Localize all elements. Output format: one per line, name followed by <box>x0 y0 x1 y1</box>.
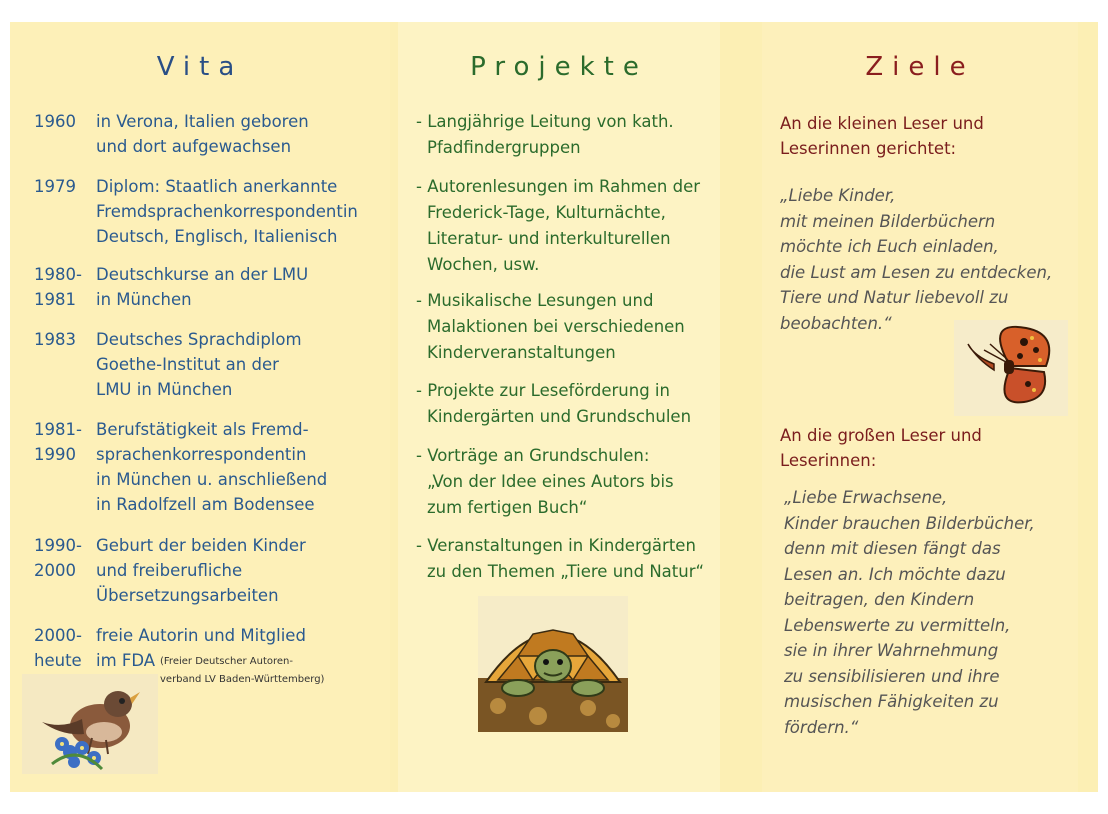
vita-line: in Radolfzell am Bodensee <box>96 495 315 514</box>
ziele-heading: Ziele <box>865 52 975 82</box>
projekt-line: zu den Themen „Tiere und Natur“ <box>427 562 705 581</box>
projekt-line: Malaktionen bei verschiedenen <box>427 317 685 336</box>
vita-line: Geburt der beiden Kinder <box>96 536 306 555</box>
fda-note-line: verband LV Baden-Württemberg) <box>160 674 325 685</box>
adults-quote-line: „Liebe Erwachsene, <box>784 488 948 507</box>
vita-line: Deutsches Sprachdiplom <box>96 330 302 349</box>
projekt-line: Pfadfindergruppen <box>427 138 581 157</box>
kids-intro <box>780 111 984 161</box>
vita-line: sprachenkorrespondentin <box>96 445 307 464</box>
adults-quote-line: Kinder brauchen Bilderbücher, <box>784 513 1035 533</box>
adults-intro-line: Leserinnen: <box>780 451 877 470</box>
adults-quote-line: Lesen an. Ich möchte dazu <box>784 564 1006 584</box>
vita-line: Deutsch, Englisch, Italienisch <box>96 227 338 246</box>
projekt-line: Wochen, usw. <box>427 255 540 274</box>
vita-line: Berufstätigkeit als Fremd- <box>96 420 309 439</box>
vita-line: Goethe-Institut an der <box>96 355 279 374</box>
kids-intro-line: An die kleinen Leser und <box>780 114 984 133</box>
projekte-heading: Projekte <box>470 52 648 82</box>
brochure-sheet <box>10 22 1098 792</box>
kids-quote-line: Tiere und Natur liebevoll zu <box>780 288 1009 307</box>
vita-year: 1990 <box>34 445 76 464</box>
vita-line: in München u. anschließend <box>96 470 328 489</box>
projekt-line: - Vorträge an Grundschulen: <box>416 446 650 465</box>
projekt-item <box>416 378 691 430</box>
projekt-line: zum fertigen Buch“ <box>427 498 588 517</box>
fda-note <box>160 653 324 689</box>
vita-year: heute <box>34 651 82 670</box>
projekt-item <box>416 174 700 278</box>
vita-year: 2000 <box>34 561 76 580</box>
projekt-item <box>416 443 674 521</box>
adults-quote-line: beitragen, den Kindern <box>784 590 975 609</box>
kids-quote <box>780 183 1052 336</box>
vita-year: 1983 <box>34 330 76 349</box>
projekt-item <box>416 109 674 161</box>
vita-year: 2000- <box>34 626 82 645</box>
adults-quote-line: sie in ihrer Wahrnehmung <box>784 641 999 660</box>
kids-quote-line: „Liebe Kinder, <box>780 186 896 205</box>
projekte-column <box>398 22 720 792</box>
kids-quote-line: möchte ich Euch einladen, <box>780 237 999 256</box>
vita-column <box>10 22 390 792</box>
vita-line: in Verona, Italien geboren <box>96 112 309 131</box>
vita-year: 1990- <box>34 536 82 555</box>
vita-year: 1979 <box>34 177 76 196</box>
projekt-line: Literatur- und interkulturellen <box>427 229 671 248</box>
bird-icon <box>22 674 158 774</box>
adults-quote <box>784 485 1035 740</box>
projekt-line: „Von der Idee eines Autors bis <box>427 472 674 491</box>
vita-year: 1980- <box>34 265 82 284</box>
projekt-line: - Veranstaltungen in Kindergärten <box>416 536 696 555</box>
vita-line: Deutschkurse an der LMU <box>96 265 309 284</box>
fda-note-line: (Freier Deutscher Autoren- <box>160 656 293 667</box>
projekt-line: Kindergärten und Grundschulen <box>427 407 692 426</box>
projekt-item <box>416 533 704 585</box>
vita-line: und dort aufgewachsen <box>96 137 292 156</box>
butterfly-icon <box>954 320 1068 416</box>
kids-intro-line: Leserinnen gerichtet: <box>780 139 957 158</box>
vita-line: Diplom: Staatlich anerkannte <box>96 177 338 196</box>
vita-line: und freiberufliche <box>96 561 243 580</box>
projekt-line: - Projekte zur Leseförderung in <box>416 381 670 400</box>
adults-quote-line: musischen Fähigkeiten zu <box>784 692 999 711</box>
vita-line: Übersetzungsarbeiten <box>96 586 279 605</box>
vita-year: 1981- <box>34 420 82 439</box>
vita-year: 1981 <box>34 290 76 309</box>
adults-quote-line: denn mit diesen fängt das <box>784 539 1001 558</box>
kids-quote-line: beobachten.“ <box>780 313 892 333</box>
adults-quote-line: fördern.“ <box>784 717 859 737</box>
adults-intro-line: An die großen Leser und <box>780 426 982 445</box>
vita-line: LMU in München <box>96 380 233 399</box>
projekt-line: - Musikalische Lesungen und <box>416 291 654 310</box>
projekt-line: Kinderveranstaltungen <box>427 343 616 362</box>
adults-quote-line: zu sensibilisieren und ihre <box>784 666 1000 686</box>
kids-quote-line: mit meinen Bilderbüchern <box>780 211 996 231</box>
kids-quote-line: die Lust am Lesen zu entdecken, <box>780 262 1053 282</box>
turtle-icon <box>478 596 628 732</box>
vita-line: in München <box>96 290 192 309</box>
projekt-line: - Autorenlesungen im Rahmen der <box>416 177 701 196</box>
vita-year: 1960 <box>34 112 76 131</box>
projekt-line: Frederick-Tage, Kulturnächte, <box>427 203 666 222</box>
adults-quote-line: Lebenswerte zu vermitteln, <box>784 615 1011 635</box>
ziele-column <box>762 22 1078 792</box>
vita-heading: Vita <box>156 52 244 82</box>
vita-line: im FDA <box>96 651 156 670</box>
vita-line: Fremdsprachenkorrespondentin <box>96 202 358 221</box>
projekt-item <box>416 288 685 366</box>
adults-intro <box>780 423 982 473</box>
projekt-line: - Langjährige Leitung von kath. <box>416 112 674 131</box>
vita-line: freie Autorin und Mitglied <box>96 626 306 645</box>
